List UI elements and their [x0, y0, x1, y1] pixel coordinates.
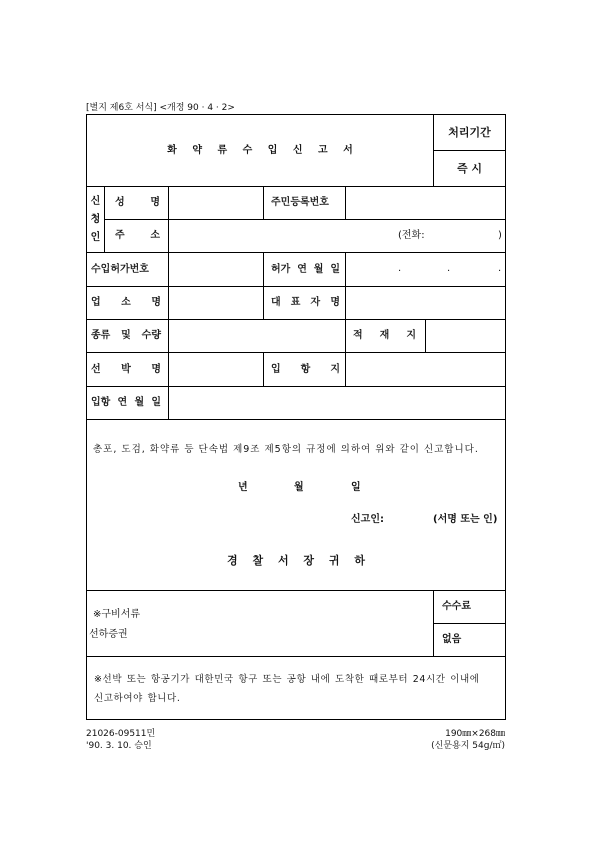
declaration-content	[87, 420, 505, 590]
resident-number-field	[346, 187, 506, 220]
business-name-field	[169, 287, 264, 320]
notice-section	[87, 657, 506, 720]
arrival-port-field	[346, 353, 506, 387]
business-name-label: 업 소 명	[87, 287, 169, 320]
kind-quantity-field	[169, 320, 346, 353]
declaration-statement: 총포, 도검, 화약류 등 단속법 제9조 제5항의 규정에 의하여 위와 같이 신고합니다.	[93, 444, 479, 455]
phone-close-paren: )	[498, 230, 502, 241]
attachments-section	[87, 591, 434, 657]
import-declaration-form	[86, 114, 506, 720]
notice-line-1: ※선박 또는 항공기가 대한민국 항구 또는 공항 내에 도착한 때로부터 24시간 이내에	[94, 674, 480, 685]
address-label: 주 소	[105, 220, 169, 253]
address-field-content	[169, 220, 505, 252]
phone-label: (전화:	[398, 230, 425, 241]
applicant-name-label: 성 명	[105, 187, 169, 220]
loading-place-field	[426, 320, 506, 353]
date-separator: .	[498, 262, 502, 274]
signature-note: (서명 또는 인)	[433, 514, 498, 525]
form-code: [별지 제6호 서식] <개정 90 · 4 · 2>	[86, 103, 235, 113]
paper-type: (신문용지 54g/㎡)	[431, 741, 505, 751]
date-day-label: 일	[351, 482, 361, 493]
arrival-port-label: 입 항 지	[264, 353, 346, 387]
processing-period-value: 즉 시	[434, 151, 506, 187]
date-year-label: 년	[238, 482, 248, 493]
addressee: 경 찰 서 장 귀 하	[227, 554, 371, 567]
applicant-label-char: 인	[90, 231, 101, 243]
applicant-section-label	[87, 187, 105, 253]
attachments-label: ※구비서류	[93, 609, 141, 620]
import-permit-number-field	[169, 253, 264, 287]
approval-date: '90. 3. 10. 승인	[86, 741, 152, 751]
kind-quantity-label: 종류 및 수량	[87, 320, 169, 353]
fee-value: 없음	[434, 624, 506, 657]
applicant-name-field	[169, 187, 264, 220]
applicant-label-char: 신	[90, 195, 101, 207]
representative-label: 대 표 자 명	[264, 287, 346, 320]
applicant-label-char: 청	[90, 213, 101, 225]
permit-date-field	[346, 253, 506, 287]
date-separator: .	[447, 262, 451, 274]
paper-size: 190㎜×268㎜	[445, 729, 505, 739]
notice-line-2: 신고하여야 합니다.	[94, 693, 181, 704]
import-permit-number-label: 수입허가번호	[87, 253, 169, 287]
attachment-item: 선하증권	[89, 629, 128, 640]
notice-content	[87, 657, 505, 719]
permit-date-label: 허가 연 월 일	[264, 253, 346, 287]
declarant-label: 신고인:	[351, 514, 384, 525]
form-number: 21026-09511민	[86, 729, 156, 739]
date-separator: .	[398, 262, 402, 274]
representative-field	[346, 287, 506, 320]
resident-number-label: 주민등록번호	[264, 187, 346, 220]
form-title: 화 약 류 수 입 신 고 서	[87, 115, 434, 187]
date-month-label: 월	[294, 482, 304, 493]
loading-place-label: 적 재 지	[346, 320, 426, 353]
attachments-content	[87, 591, 433, 656]
processing-period-label: 처리기간	[434, 115, 506, 151]
arrival-date-field	[169, 387, 506, 420]
declaration-section	[87, 420, 506, 591]
vessel-name-label: 선 박 명	[87, 353, 169, 387]
permit-date-content	[346, 254, 505, 286]
address-field	[169, 220, 506, 253]
vessel-name-field	[169, 353, 264, 387]
fee-label: 수수료	[434, 591, 506, 624]
arrival-date-label: 입항 연 월 일	[87, 387, 169, 420]
